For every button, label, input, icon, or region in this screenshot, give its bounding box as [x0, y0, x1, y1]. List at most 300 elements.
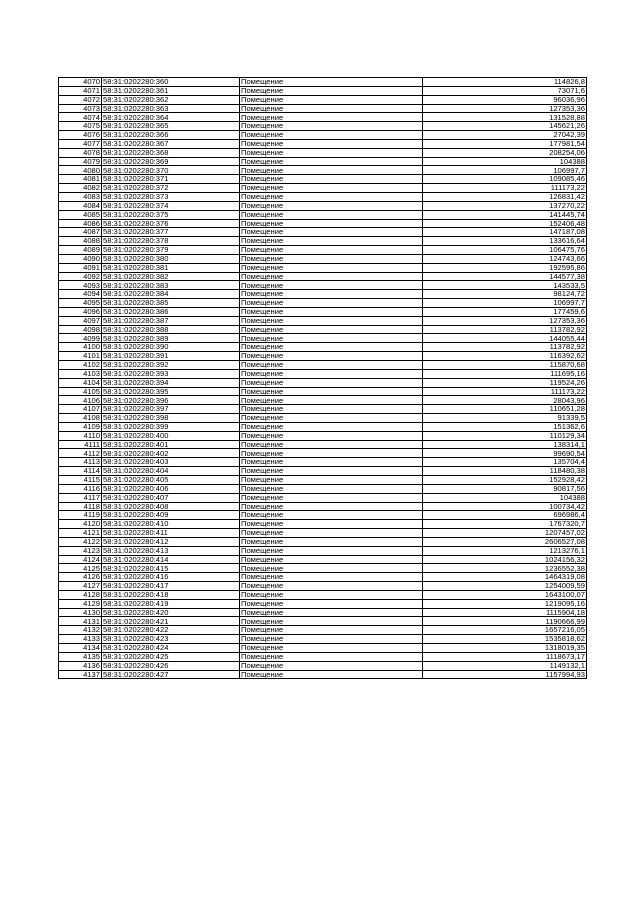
row-number-cell: 4080: [59, 166, 102, 175]
object-type-cell: Помещение: [240, 467, 423, 476]
cadastral-number-cell: 58:31:0202280:393: [102, 369, 240, 378]
row-number-cell: 4096: [59, 307, 102, 316]
cadastral-number-cell: 58:31:0202280:402: [102, 449, 240, 458]
table-row: [59, 529, 587, 538]
object-type-cell: Помещение: [240, 661, 423, 670]
cadastral-number-cell: 58:31:0202280:363: [102, 104, 240, 113]
table-row: [59, 520, 587, 529]
object-type-cell: Помещение: [240, 157, 423, 166]
object-type-cell: Помещение: [240, 635, 423, 644]
cadastral-number-cell: 58:31:0202280:381: [102, 263, 240, 272]
table-row: [59, 422, 587, 431]
cadastral-value-cell: 127353,36: [423, 104, 587, 113]
cadastral-value-cell: 144055,44: [423, 334, 587, 343]
cadastral-number-cell: 58:31:0202280:368: [102, 148, 240, 157]
cadastral-value-cell: 131528,88: [423, 113, 587, 122]
cadastral-number-cell: 58:31:0202280:418: [102, 590, 240, 599]
row-number-cell: 4117: [59, 493, 102, 502]
table-row: [59, 475, 587, 484]
cadastral-number-cell: 58:31:0202280:404: [102, 467, 240, 476]
cadastral-number-cell: 58:31:0202280:422: [102, 626, 240, 635]
row-number-cell: 4116: [59, 484, 102, 493]
cadastral-value-cell: 1115904,18: [423, 608, 587, 617]
row-number-cell: 4077: [59, 139, 102, 148]
row-number-cell: 4089: [59, 246, 102, 255]
row-number-cell: 4113: [59, 458, 102, 467]
object-type-cell: Помещение: [240, 237, 423, 246]
object-type-cell: Помещение: [240, 440, 423, 449]
row-number-cell: 4128: [59, 590, 102, 599]
cadastral-value-cell: 1024156,32: [423, 555, 587, 564]
table-row: [59, 555, 587, 564]
row-number-cell: 4088: [59, 237, 102, 246]
cadastral-value-cell: 151362,6: [423, 422, 587, 431]
cadastral-number-cell: 58:31:0202280:377: [102, 228, 240, 237]
row-number-cell: 4072: [59, 95, 102, 104]
object-type-cell: Помещение: [240, 210, 423, 219]
cadastral-value-cell: 28043,96: [423, 396, 587, 405]
row-number-cell: 4137: [59, 670, 102, 679]
object-type-cell: Помещение: [240, 652, 423, 661]
cadastral-number-cell: 58:31:0202280:361: [102, 86, 240, 95]
cadastral-number-cell: 58:31:0202280:425: [102, 652, 240, 661]
object-type-cell: Помещение: [240, 122, 423, 131]
cadastral-value-cell: 100734,42: [423, 502, 587, 511]
table-row: [59, 573, 587, 582]
cadastral-value-cell: 1219095,16: [423, 599, 587, 608]
row-number-cell: 4121: [59, 529, 102, 538]
object-type-cell: Помещение: [240, 422, 423, 431]
cadastral-number-cell: 58:31:0202280:371: [102, 175, 240, 184]
cadastral-value-cell: 104388: [423, 157, 587, 166]
table-row: [59, 237, 587, 246]
row-number-cell: 4098: [59, 325, 102, 334]
row-number-cell: 4075: [59, 122, 102, 131]
cadastral-value-cell: 152928,42: [423, 475, 587, 484]
object-type-cell: Помещение: [240, 361, 423, 370]
cadastral-value-cell: 1190666,99: [423, 617, 587, 626]
object-type-cell: Помещение: [240, 290, 423, 299]
table-row: [59, 440, 587, 449]
table-row: [59, 192, 587, 201]
row-number-cell: 4124: [59, 555, 102, 564]
table-row: [59, 537, 587, 546]
object-type-cell: Помещение: [240, 219, 423, 228]
object-type-cell: Помещение: [240, 104, 423, 113]
cadastral-number-cell: 58:31:0202280:378: [102, 237, 240, 246]
object-type-cell: Помещение: [240, 387, 423, 396]
object-type-cell: Помещение: [240, 246, 423, 255]
cadastral-value-cell: 27042,39: [423, 131, 587, 140]
cadastral-number-cell: 58:31:0202280:384: [102, 290, 240, 299]
cadastral-value-cell: 113782,92: [423, 343, 587, 352]
table-row: [59, 166, 587, 175]
row-number-cell: 4095: [59, 299, 102, 308]
row-number-cell: 4094: [59, 290, 102, 299]
cadastral-value-cell: 110129,34: [423, 431, 587, 440]
cadastral-number-cell: 58:31:0202280:399: [102, 422, 240, 431]
table-row: [59, 635, 587, 644]
table-row: [59, 210, 587, 219]
table-row: [59, 564, 587, 573]
row-number-cell: 4106: [59, 396, 102, 405]
object-type-cell: Помещение: [240, 564, 423, 573]
cadastral-number-cell: 58:31:0202280:397: [102, 405, 240, 414]
table-row: [59, 228, 587, 237]
table-row: [59, 511, 587, 520]
row-number-cell: 4134: [59, 644, 102, 653]
cadastral-value-cell: 98124,72: [423, 290, 587, 299]
cadastral-value-cell: 1318019,35: [423, 644, 587, 653]
row-number-cell: 4104: [59, 378, 102, 387]
table-row: [59, 484, 587, 493]
object-type-cell: Помещение: [240, 520, 423, 529]
cadastral-value-cell: 115870,68: [423, 361, 587, 370]
row-number-cell: 4105: [59, 387, 102, 396]
object-type-cell: Помещение: [240, 502, 423, 511]
cadastral-value-cell: 1157994,93: [423, 670, 587, 679]
object-type-cell: Помещение: [240, 405, 423, 414]
row-number-cell: 4100: [59, 343, 102, 352]
table-row: [59, 122, 587, 131]
object-type-cell: Помещение: [240, 369, 423, 378]
registry-table: [58, 77, 587, 679]
object-type-cell: Помещение: [240, 192, 423, 201]
cadastral-value-cell: 144577,38: [423, 272, 587, 281]
table-row: [59, 608, 587, 617]
cadastral-value-cell: 1236552,38: [423, 564, 587, 573]
cadastral-value-cell: 145621,26: [423, 122, 587, 131]
cadastral-value-cell: 113782,92: [423, 325, 587, 334]
object-type-cell: Помещение: [240, 431, 423, 440]
row-number-cell: 4111: [59, 440, 102, 449]
cadastral-number-cell: 58:31:0202280:360: [102, 78, 240, 87]
object-type-cell: Помещение: [240, 175, 423, 184]
row-number-cell: 4090: [59, 254, 102, 263]
object-type-cell: Помещение: [240, 352, 423, 361]
cadastral-value-cell: 192595,86: [423, 263, 587, 272]
cadastral-number-cell: 58:31:0202280:406: [102, 484, 240, 493]
row-number-cell: 4079: [59, 157, 102, 166]
cadastral-number-cell: 58:31:0202280:407: [102, 493, 240, 502]
cadastral-value-cell: 141445,74: [423, 210, 587, 219]
registry-table-body: [59, 78, 587, 679]
cadastral-value-cell: 138314,1: [423, 440, 587, 449]
cadastral-number-cell: 58:31:0202280:376: [102, 219, 240, 228]
cadastral-value-cell: 106997,7: [423, 299, 587, 308]
object-type-cell: Помещение: [240, 131, 423, 140]
object-type-cell: Помещение: [240, 316, 423, 325]
cadastral-number-cell: 58:31:0202280:370: [102, 166, 240, 175]
table-row: [59, 652, 587, 661]
cadastral-number-cell: 58:31:0202280:362: [102, 95, 240, 104]
table-row: [59, 184, 587, 193]
cadastral-value-cell: 177459,6: [423, 307, 587, 316]
table-row: [59, 361, 587, 370]
cadastral-value-cell: 1207457,02: [423, 529, 587, 538]
cadastral-number-cell: 58:31:0202280:400: [102, 431, 240, 440]
cadastral-number-cell: 58:31:0202280:398: [102, 414, 240, 423]
table-row: [59, 325, 587, 334]
table-row: [59, 201, 587, 210]
cadastral-number-cell: 58:31:0202280:403: [102, 458, 240, 467]
cadastral-number-cell: 58:31:0202280:411: [102, 529, 240, 538]
table-row: [59, 458, 587, 467]
object-type-cell: Помещение: [240, 148, 423, 157]
table-row: [59, 405, 587, 414]
cadastral-value-cell: 1118673,17: [423, 652, 587, 661]
table-row: [59, 263, 587, 272]
table-row: [59, 254, 587, 263]
cadastral-number-cell: 58:31:0202280:394: [102, 378, 240, 387]
table-row: [59, 104, 587, 113]
table-row: [59, 299, 587, 308]
table-row: [59, 449, 587, 458]
table-row: [59, 86, 587, 95]
object-type-cell: Помещение: [240, 493, 423, 502]
cadastral-value-cell: 127353,36: [423, 316, 587, 325]
object-type-cell: Помещение: [240, 590, 423, 599]
object-type-cell: Помещение: [240, 263, 423, 272]
table-row: [59, 246, 587, 255]
object-type-cell: Помещение: [240, 228, 423, 237]
row-number-cell: 4119: [59, 511, 102, 520]
table-row: [59, 644, 587, 653]
table-row: [59, 599, 587, 608]
object-type-cell: Помещение: [240, 670, 423, 679]
row-number-cell: 4099: [59, 334, 102, 343]
cadastral-value-cell: 1535818,62: [423, 635, 587, 644]
table-row: [59, 396, 587, 405]
object-type-cell: Помещение: [240, 272, 423, 281]
row-number-cell: 4073: [59, 104, 102, 113]
cadastral-value-cell: 110651,28: [423, 405, 587, 414]
row-number-cell: 4092: [59, 272, 102, 281]
object-type-cell: Помещение: [240, 86, 423, 95]
row-number-cell: 4122: [59, 537, 102, 546]
cadastral-value-cell: 114826,8: [423, 78, 587, 87]
cadastral-value-cell: 696986,4: [423, 511, 587, 520]
row-number-cell: 4108: [59, 414, 102, 423]
cadastral-number-cell: 58:31:0202280:374: [102, 201, 240, 210]
table-row: [59, 78, 587, 87]
row-number-cell: 4074: [59, 113, 102, 122]
object-type-cell: Помещение: [240, 343, 423, 352]
table-row: [59, 378, 587, 387]
object-type-cell: Помещение: [240, 582, 423, 591]
row-number-cell: 4120: [59, 520, 102, 529]
cadastral-number-cell: 58:31:0202280:424: [102, 644, 240, 653]
object-type-cell: Помещение: [240, 254, 423, 263]
row-number-cell: 4082: [59, 184, 102, 193]
cadastral-value-cell: 208254,06: [423, 148, 587, 157]
cadastral-value-cell: 135704,4: [423, 458, 587, 467]
object-type-cell: Помещение: [240, 546, 423, 555]
cadastral-number-cell: 58:31:0202280:379: [102, 246, 240, 255]
object-type-cell: Помещение: [240, 166, 423, 175]
table-row: [59, 502, 587, 511]
table-row: [59, 272, 587, 281]
object-type-cell: Помещение: [240, 644, 423, 653]
cadastral-value-cell: 1464319,08: [423, 573, 587, 582]
cadastral-number-cell: 58:31:0202280:427: [102, 670, 240, 679]
object-type-cell: Помещение: [240, 378, 423, 387]
cadastral-value-cell: 91339,5: [423, 414, 587, 423]
row-number-cell: 4087: [59, 228, 102, 237]
table-row: [59, 626, 587, 635]
cadastral-value-cell: 90817,56: [423, 484, 587, 493]
table-row: [59, 307, 587, 316]
object-type-cell: Помещение: [240, 414, 423, 423]
cadastral-number-cell: 58:31:0202280:390: [102, 343, 240, 352]
cadastral-number-cell: 58:31:0202280:391: [102, 352, 240, 361]
cadastral-value-cell: 126831,42: [423, 192, 587, 201]
cadastral-value-cell: 124743,66: [423, 254, 587, 263]
cadastral-number-cell: 58:31:0202280:367: [102, 139, 240, 148]
table-row: [59, 148, 587, 157]
cadastral-number-cell: 58:31:0202280:387: [102, 316, 240, 325]
object-type-cell: Помещение: [240, 626, 423, 635]
table-row: [59, 590, 587, 599]
object-type-cell: Помещение: [240, 334, 423, 343]
object-type-cell: Помещение: [240, 396, 423, 405]
cadastral-value-cell: 111695,16: [423, 369, 587, 378]
cadastral-number-cell: 58:31:0202280:396: [102, 396, 240, 405]
row-number-cell: 4133: [59, 635, 102, 644]
cadastral-value-cell: 104388: [423, 493, 587, 502]
row-number-cell: 4125: [59, 564, 102, 573]
row-number-cell: 4085: [59, 210, 102, 219]
cadastral-number-cell: 58:31:0202280:365: [102, 122, 240, 131]
cadastral-value-cell: 118480,38: [423, 467, 587, 476]
object-type-cell: Помещение: [240, 537, 423, 546]
row-number-cell: 4118: [59, 502, 102, 511]
cadastral-number-cell: 58:31:0202280:415: [102, 564, 240, 573]
cadastral-number-cell: 58:31:0202280:410: [102, 520, 240, 529]
table-row: [59, 113, 587, 122]
row-number-cell: 4132: [59, 626, 102, 635]
cadastral-value-cell: 1767320,7: [423, 520, 587, 529]
cadastral-number-cell: 58:31:0202280:372: [102, 184, 240, 193]
object-type-cell: Помещение: [240, 113, 423, 122]
cadastral-value-cell: 111173,22: [423, 387, 587, 396]
row-number-cell: 4131: [59, 617, 102, 626]
cadastral-number-cell: 58:31:0202280:388: [102, 325, 240, 334]
table-row: [59, 316, 587, 325]
row-number-cell: 4107: [59, 405, 102, 414]
cadastral-number-cell: 58:31:0202280:385: [102, 299, 240, 308]
cadastral-number-cell: 58:31:0202280:419: [102, 599, 240, 608]
table-row: [59, 387, 587, 396]
table-row: [59, 369, 587, 378]
cadastral-value-cell: 96036,96: [423, 95, 587, 104]
row-number-cell: 4109: [59, 422, 102, 431]
cadastral-value-cell: 73071,6: [423, 86, 587, 95]
table-row: [59, 175, 587, 184]
table-row: [59, 617, 587, 626]
object-type-cell: Помещение: [240, 449, 423, 458]
object-type-cell: Помещение: [240, 458, 423, 467]
cadastral-value-cell: 147187,08: [423, 228, 587, 237]
cadastral-number-cell: 58:31:0202280:420: [102, 608, 240, 617]
cadastral-number-cell: 58:31:0202280:412: [102, 537, 240, 546]
table-row: [59, 95, 587, 104]
table-row: [59, 670, 587, 679]
row-number-cell: 4123: [59, 546, 102, 555]
object-type-cell: Помещение: [240, 529, 423, 538]
table-row: [59, 281, 587, 290]
cadastral-value-cell: 119524,26: [423, 378, 587, 387]
cadastral-number-cell: 58:31:0202280:383: [102, 281, 240, 290]
object-type-cell: Помещение: [240, 617, 423, 626]
cadastral-number-cell: 58:31:0202280:405: [102, 475, 240, 484]
cadastral-value-cell: 106475,76: [423, 246, 587, 255]
object-type-cell: Помещение: [240, 139, 423, 148]
cadastral-number-cell: 58:31:0202280:421: [102, 617, 240, 626]
cadastral-value-cell: 143533,5: [423, 281, 587, 290]
cadastral-value-cell: 1149132,1: [423, 661, 587, 670]
object-type-cell: Помещение: [240, 573, 423, 582]
row-number-cell: 4070: [59, 78, 102, 87]
table-row: [59, 431, 587, 440]
cadastral-value-cell: 1643100,07: [423, 590, 587, 599]
row-number-cell: 4103: [59, 369, 102, 378]
object-type-cell: Помещение: [240, 299, 423, 308]
object-type-cell: Помещение: [240, 307, 423, 316]
cadastral-value-cell: 137270,22: [423, 201, 587, 210]
row-number-cell: 4126: [59, 573, 102, 582]
cadastral-number-cell: 58:31:0202280:408: [102, 502, 240, 511]
cadastral-number-cell: 58:31:0202280:409: [102, 511, 240, 520]
row-number-cell: 4071: [59, 86, 102, 95]
cadastral-number-cell: 58:31:0202280:389: [102, 334, 240, 343]
row-number-cell: 4115: [59, 475, 102, 484]
table-row: [59, 157, 587, 166]
row-number-cell: 4101: [59, 352, 102, 361]
object-type-cell: Помещение: [240, 78, 423, 87]
object-type-cell: Помещение: [240, 608, 423, 617]
table-row: [59, 493, 587, 502]
cadastral-value-cell: 1254009,59: [423, 582, 587, 591]
row-number-cell: 4102: [59, 361, 102, 370]
table-row: [59, 131, 587, 140]
table-row: [59, 334, 587, 343]
row-number-cell: 4083: [59, 192, 102, 201]
row-number-cell: 4112: [59, 449, 102, 458]
cadastral-value-cell: 1213276,1: [423, 546, 587, 555]
object-type-cell: Помещение: [240, 281, 423, 290]
cadastral-number-cell: 58:31:0202280:366: [102, 131, 240, 140]
cadastral-value-cell: 152406,48: [423, 219, 587, 228]
table-row: [59, 219, 587, 228]
row-number-cell: 4081: [59, 175, 102, 184]
table-row: [59, 582, 587, 591]
row-number-cell: 4114: [59, 467, 102, 476]
row-number-cell: 4086: [59, 219, 102, 228]
object-type-cell: Помещение: [240, 95, 423, 104]
cadastral-number-cell: 58:31:0202280:375: [102, 210, 240, 219]
cadastral-number-cell: 58:31:0202280:380: [102, 254, 240, 263]
cadastral-value-cell: 111173,22: [423, 184, 587, 193]
table-row: [59, 139, 587, 148]
object-type-cell: Помещение: [240, 475, 423, 484]
table-row: [59, 414, 587, 423]
row-number-cell: 4127: [59, 582, 102, 591]
object-type-cell: Помещение: [240, 325, 423, 334]
cadastral-value-cell: 177981,54: [423, 139, 587, 148]
cadastral-number-cell: 58:31:0202280:392: [102, 361, 240, 370]
cadastral-value-cell: 133616,64: [423, 237, 587, 246]
